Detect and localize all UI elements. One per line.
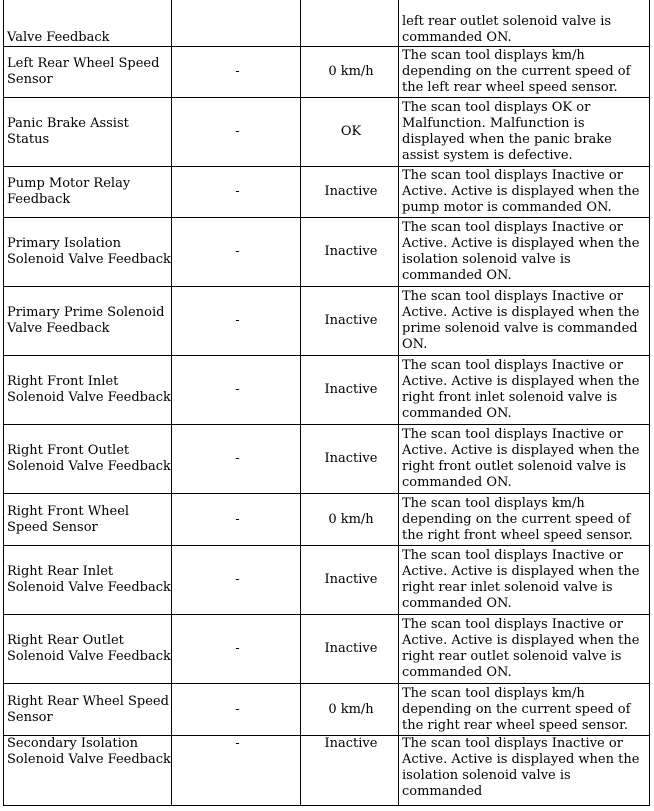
parameter-name: Secondary Isolation Solenoid Valve Feedback: [4, 736, 172, 806]
parameter-description: The scan tool displays Inactive or Active. Active is displayed when the prime solenoid valve is commanded ON.: [399, 287, 650, 356]
typical-range: [172, 0, 301, 47]
parameter-description: The scan tool displays Inactive or Active. Active is displayed when the isolation solenoid valve is commanded: [399, 736, 650, 806]
parameter-name: Left Rear Wheel Speed Sensor: [4, 47, 172, 98]
typical-range: -: [172, 98, 301, 167]
parameter-description: The scan tool displays km/h depending on the current speed of the right front wheel speed sensor.: [399, 494, 650, 546]
typical-range: -: [172, 287, 301, 356]
parameter-description: The scan tool displays Inactive or Active. Active is displayed when the pump motor is commanded ON.: [399, 167, 650, 218]
typical-range: -: [172, 684, 301, 736]
typical-range: -: [172, 218, 301, 287]
typical-value: 0 km/h: [301, 494, 399, 546]
parameter-name: Primary Prime Solenoid Valve Feedback: [4, 287, 172, 356]
parameter-description: The scan tool displays Inactive or Active. Active is displayed when the right front inlet solenoid valve is commanded ON.: [399, 356, 650, 425]
parameter-name: Right Rear Outlet Solenoid Valve Feedback: [4, 615, 172, 684]
parameter-description: The scan tool displays Inactive or Active. Active is displayed when the right front outlet solenoid valve is commanded ON.: [399, 425, 650, 494]
parameter-name: Right Front Wheel Speed Sensor: [4, 494, 172, 546]
typical-range: -: [172, 736, 301, 806]
table-row: [4, 615, 650, 684]
table-row: [4, 736, 650, 806]
parameter-name: Right Rear Inlet Solenoid Valve Feedback: [4, 546, 172, 615]
typical-range: -: [172, 47, 301, 98]
parameter-name: Right Front Outlet Solenoid Valve Feedback: [4, 425, 172, 494]
table-row: [4, 167, 650, 218]
typical-value: Inactive: [301, 356, 399, 425]
parameter-name: Pump Motor Relay Feedback: [4, 167, 172, 218]
typical-value: 0 km/h: [301, 684, 399, 736]
table-row: [4, 0, 650, 47]
typical-value: [301, 0, 399, 47]
typical-value: Inactive: [301, 546, 399, 615]
typical-value: Inactive: [301, 287, 399, 356]
typical-value: Inactive: [301, 218, 399, 287]
scan-data-table: [3, 0, 650, 806]
table-row: [4, 425, 650, 494]
parameter-description: The scan tool displays km/h depending on the current speed of the left rear wheel speed sensor.: [399, 47, 650, 98]
parameter-name: Right Rear Wheel Speed Sensor: [4, 684, 172, 736]
typical-range: -: [172, 356, 301, 425]
parameter-description: The scan tool displays Inactive or Active. Active is displayed when the right rear outlet solenoid valve is commanded ON.: [399, 615, 650, 684]
typical-value: Inactive: [301, 425, 399, 494]
table-row: [4, 287, 650, 356]
parameter-name: Valve Feedback: [4, 0, 172, 47]
parameter-name: Panic Brake Assist Status: [4, 98, 172, 167]
parameter-name: Primary Isolation Solenoid Valve Feedback: [4, 218, 172, 287]
typical-value: OK: [301, 98, 399, 167]
typical-range: -: [172, 167, 301, 218]
typical-range: -: [172, 615, 301, 684]
parameter-description: The scan tool displays Inactive or Active. Active is displayed when the right rear inlet solenoid valve is commanded ON.: [399, 546, 650, 615]
table-row: [4, 546, 650, 615]
parameter-description: The scan tool displays OK or Malfunction. Malfunction is displayed when the panic brake assist system is defective.: [399, 98, 650, 167]
table-row: [4, 218, 650, 287]
typical-range: -: [172, 425, 301, 494]
typical-range: -: [172, 494, 301, 546]
typical-range: -: [172, 546, 301, 615]
parameter-description: The scan tool displays km/h depending on the current speed of the right rear wheel speed sensor.: [399, 684, 650, 736]
table-row: [4, 98, 650, 167]
parameter-name: Right Front Inlet Solenoid Valve Feedback: [4, 356, 172, 425]
table-row: [4, 47, 650, 98]
parameter-description: left rear outlet solenoid valve is commanded ON.: [399, 0, 650, 47]
typical-value: 0 km/h: [301, 47, 399, 98]
typical-value: Inactive: [301, 736, 399, 806]
parameter-description: The scan tool displays Inactive or Active. Active is displayed when the isolation solenoid valve is commanded ON.: [399, 218, 650, 287]
table-row: [4, 494, 650, 546]
typical-value: Inactive: [301, 615, 399, 684]
typical-value: Inactive: [301, 167, 399, 218]
table-row: [4, 356, 650, 425]
table-row: [4, 684, 650, 736]
